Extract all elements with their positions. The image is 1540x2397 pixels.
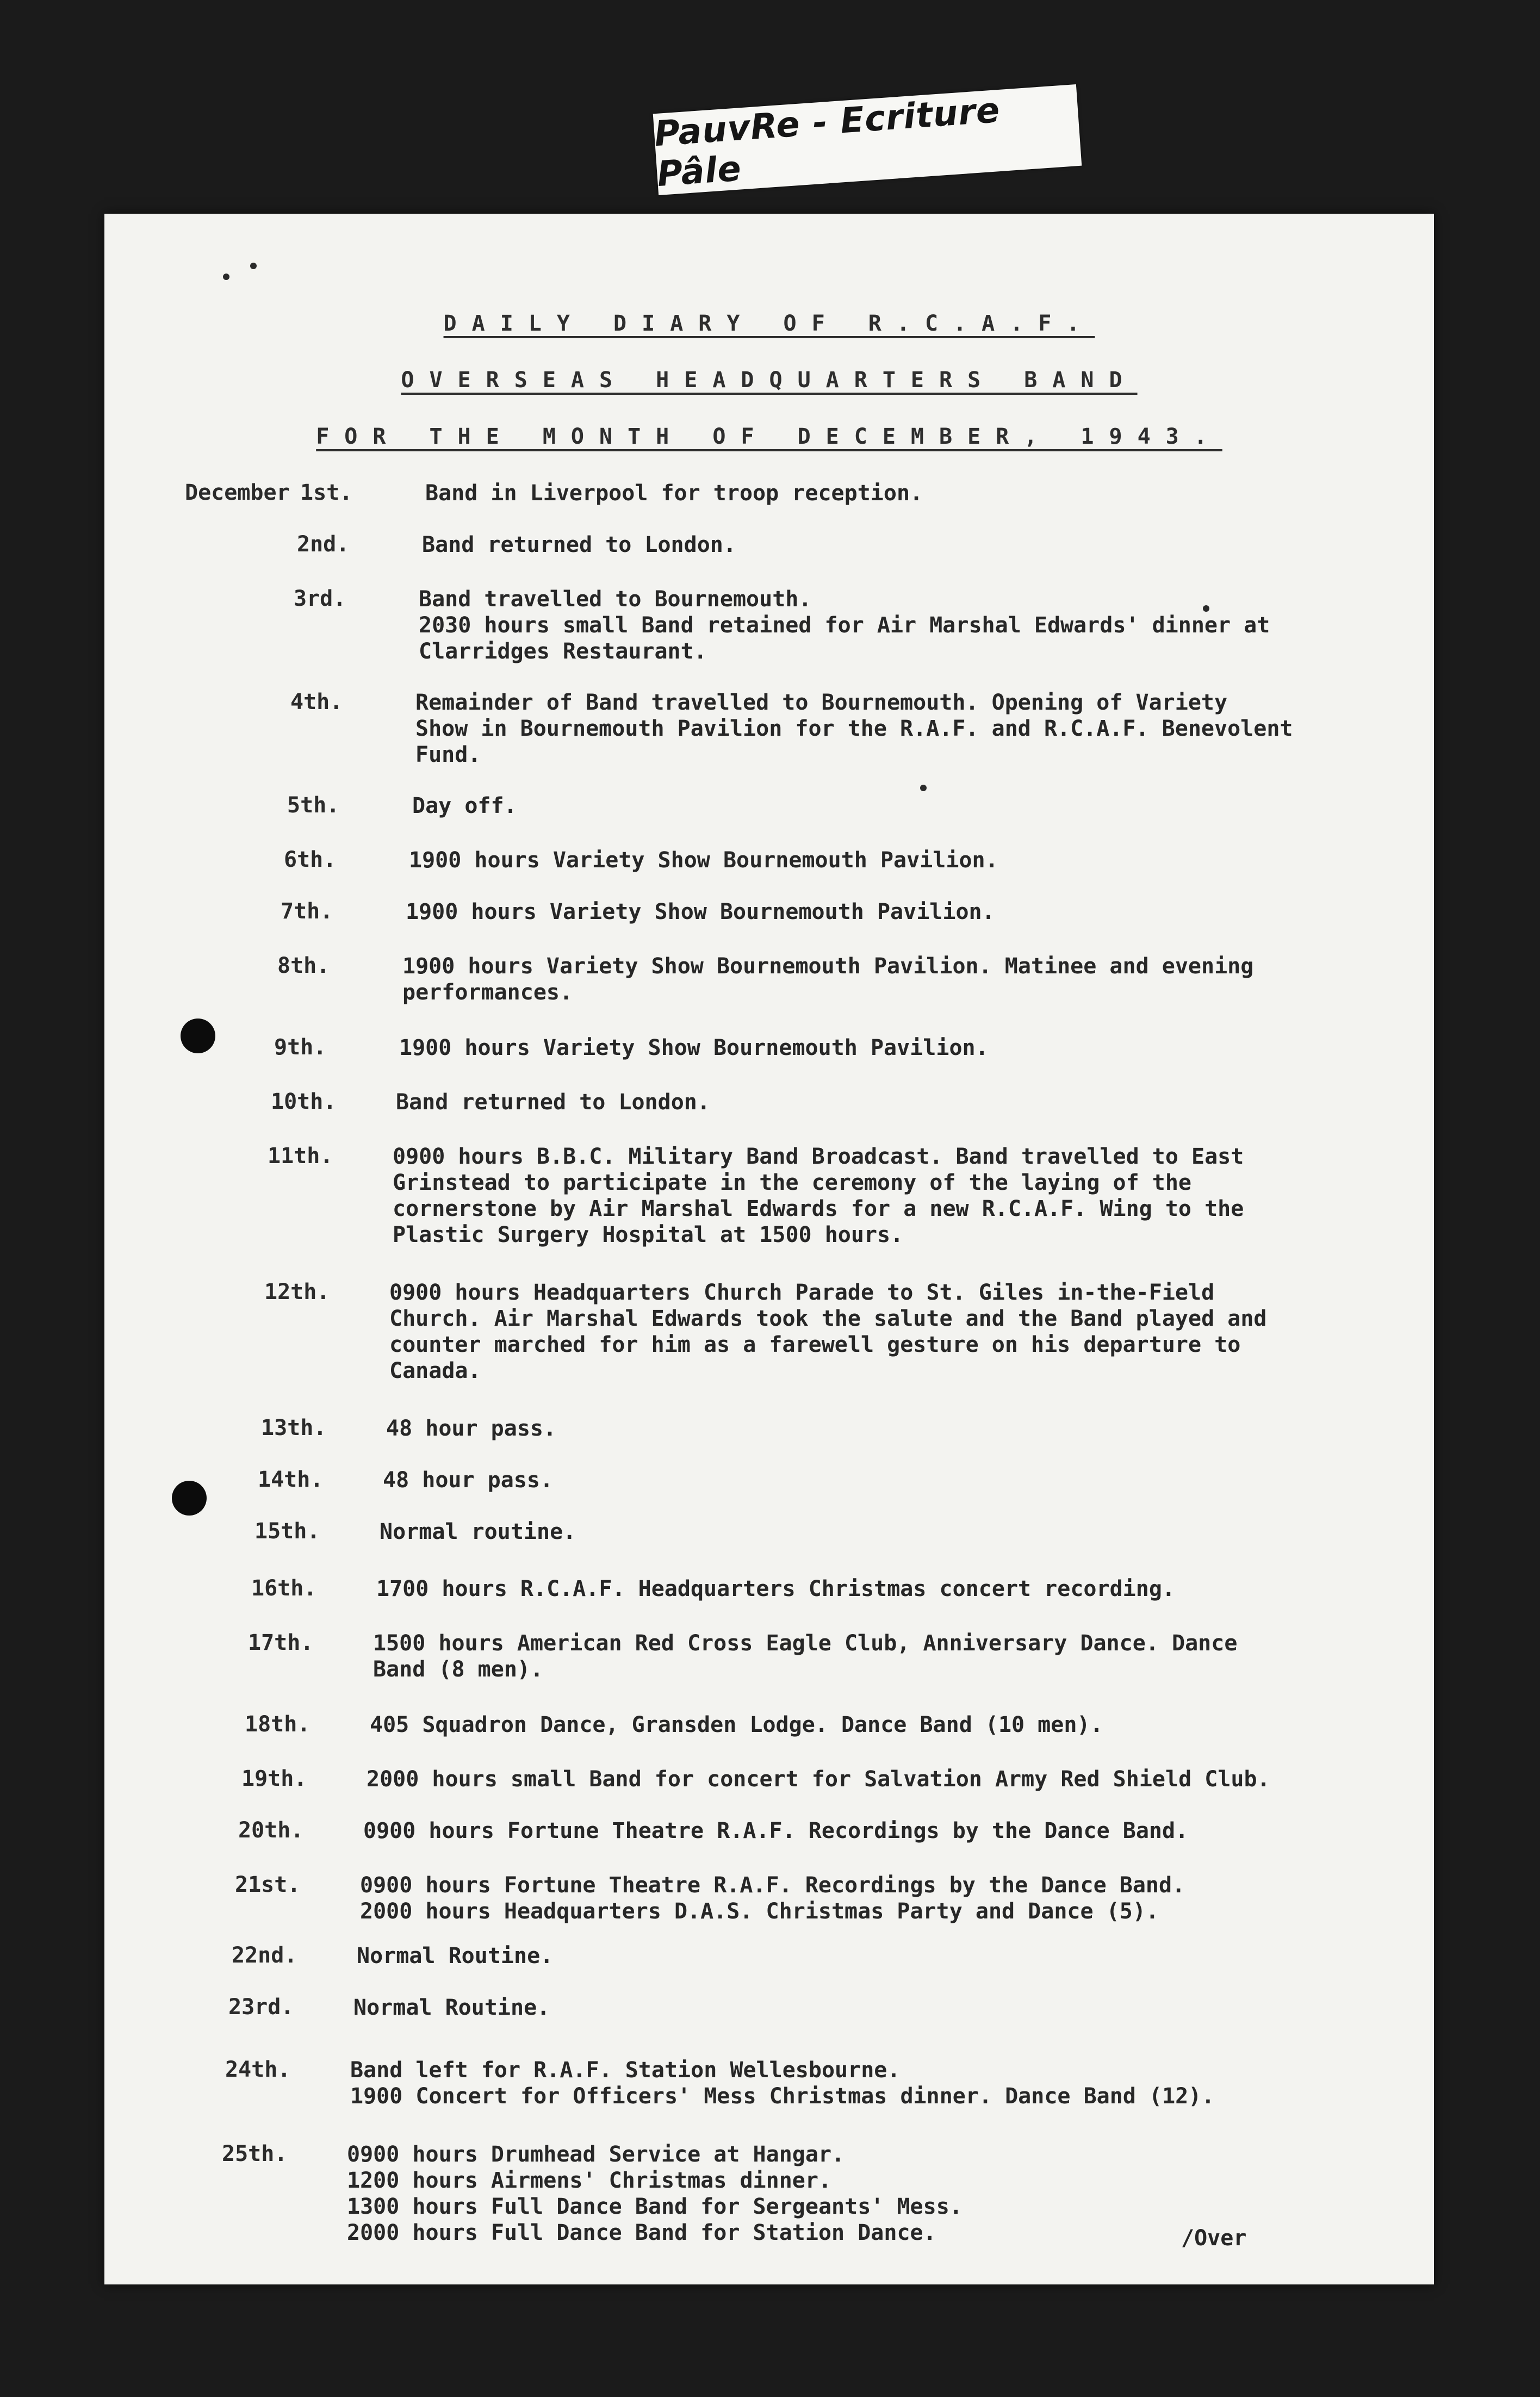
entry-text [412, 793, 1386, 819]
entry-day: 1st. [300, 480, 353, 505]
entry-text-line: Canada. [389, 1358, 481, 1383]
diary-entry [104, 586, 1434, 664]
title-block [104, 295, 1434, 465]
entry-text [425, 480, 1399, 506]
entry-text-line: 2000 hours small Band for concert for Salvation Army Red Shield Club. [367, 1767, 1270, 1792]
entry-text-line: counter marched for him as a farewell gesture on his departure to [389, 1332, 1241, 1357]
entry-day: 12th. [264, 1280, 330, 1305]
entry-text-line: 0900 hours Fortune Theatre R.A.F. Recordings by the Dance Band. [360, 1873, 1185, 1898]
entry-text [363, 1818, 1337, 1844]
entry-text-line: Grinstead to participate in the ceremony of the laying of the [393, 1170, 1192, 1195]
entry-text [406, 899, 1379, 925]
entry-text-line: Church. Air Marshal Edwards took the salute and the Band played and [389, 1306, 1267, 1331]
entry-day: 16th. [251, 1576, 317, 1601]
label-text: PauvRe - Ecriture Pâle [653, 90, 1002, 195]
entry-text-line: 1900 Concert for Officers' Mess Christmas dinner. Dance Band (12). [350, 2084, 1215, 2109]
entry-text-line: 1900 hours Variety Show Bournemouth Pavilion. [399, 1035, 989, 1060]
diary-entry [104, 1712, 1434, 1740]
entry-text-line: Remainder of Band travelled to Bournemouth. Opening of Variety [415, 690, 1228, 715]
diary-entry [104, 899, 1434, 927]
diary-entry [104, 1035, 1434, 1063]
entry-day: 8th. [277, 953, 330, 978]
entry-text [389, 1280, 1363, 1384]
entry-text [367, 1766, 1340, 1792]
diary-entry [104, 1872, 1434, 1924]
entry-text [393, 1144, 1366, 1248]
entry-text [373, 1630, 1346, 1682]
entry-text-line: 0900 hours Headquarters Church Parade to St. Giles in-the-Field [389, 1280, 1215, 1305]
entry-text-line: 2030 hours small Band retained for Air Marshal Edwards' dinner at [419, 613, 1270, 638]
entry-text-line: 48 hour pass. [383, 1468, 554, 1493]
entry-day: 20th. [238, 1818, 304, 1843]
entry-text [357, 1943, 1330, 1969]
diary-entry [104, 1280, 1434, 1383]
entry-text [402, 953, 1376, 1005]
entry-text-line: Normal routine. [380, 1519, 576, 1544]
entry-text-line: Band (8 men). [373, 1657, 544, 1682]
entry-text [396, 1089, 1369, 1115]
entry-text [370, 1712, 1343, 1738]
entry-text [386, 1415, 1359, 1442]
entry-text-line: 1900 hours Variety Show Bournemouth Pavilion. Matinee and evening [402, 954, 1254, 979]
entry-day: 5th. [287, 793, 340, 818]
diary-entry [104, 1943, 1434, 1971]
entry-text-line: 405 Squadron Dance, Gransden Lodge. Dance Band (10 men). [370, 1712, 1103, 1737]
entry-text [409, 847, 1382, 873]
entry-text [399, 1035, 1373, 1061]
punch-hole [172, 1481, 207, 1516]
entry-text-line: 1300 hours Full Dance Band for Sergeants' Mess. [347, 2194, 962, 2219]
month-label: December [185, 480, 290, 505]
entry-day: 17th. [248, 1630, 314, 1655]
entry-day: 3rd. [294, 586, 346, 611]
entry-text-line: Band left for R.A.F. Station Wellesbourne. [350, 2058, 901, 2083]
diary-entry [104, 1519, 1434, 1547]
diary-entry [104, 532, 1434, 560]
entry-text-line: 2000 hours Full Dance Band for Station Dance. [347, 2220, 936, 2245]
entry-text [422, 532, 1395, 558]
entry-text-line: Show in Bournemouth Pavilion for the R.A.F. and R.C.A.F. Benevolent [415, 716, 1293, 741]
entry-text-line: 1900 hours Variety Show Bournemouth Pavilion. [406, 899, 995, 924]
title-line-1: DAILY DIARY OF R.C.A.F. [443, 311, 1095, 336]
diary-page [104, 214, 1434, 2284]
entry-day: 24th. [225, 2057, 291, 2082]
entry-text [419, 586, 1392, 665]
entry-text [380, 1519, 1353, 1545]
entry-text-line: Band returned to London. [422, 532, 736, 557]
entry-text-line: Clarridges Restaurant. [419, 639, 707, 664]
diary-entry [104, 1995, 1434, 2023]
diary-entry [104, 1818, 1434, 1846]
entry-day: 2nd. [297, 532, 350, 557]
diary-entry [104, 2057, 1434, 2109]
entry-text [415, 690, 1389, 768]
entry-day: 15th. [254, 1519, 320, 1544]
entry-day: 9th. [274, 1035, 327, 1060]
entry-day: 14th. [258, 1467, 324, 1492]
over-note: /Over [1181, 2226, 1247, 2251]
diary-entry [104, 953, 1434, 1005]
entry-text-line: Normal Routine. [353, 1995, 550, 2020]
diary-entry [104, 1576, 1434, 1604]
entry-text [376, 1576, 1350, 1602]
entry-day: 10th. [271, 1089, 337, 1114]
entry-text-line: 1500 hours American Red Cross Eagle Club, Anniversary Dance. Dance [373, 1631, 1238, 1656]
diary-entry [104, 690, 1434, 767]
entry-text-line: performances. [402, 980, 573, 1005]
diary-entry [104, 1089, 1434, 1117]
entry-text-line: 1700 hours R.C.A.F. Headquarters Christmas concert recording. [376, 1576, 1176, 1601]
diary-entry [104, 1766, 1434, 1794]
diary-entry [104, 1630, 1434, 1682]
entry-day: 25th. [222, 2141, 288, 2166]
entry-day: 6th. [284, 847, 337, 872]
diary-entry [104, 480, 1434, 508]
entry-text-line: 0900 hours Drumhead Service at Hangar. [347, 2142, 845, 2167]
entry-text [360, 1872, 1333, 1924]
entry-day: 21st. [235, 1872, 301, 1897]
entry-text [383, 1467, 1356, 1493]
entry-text-line: Day off. [412, 793, 517, 818]
diary-entry [104, 1144, 1434, 1247]
entry-day: 7th. [281, 899, 333, 924]
entry-text-line: Normal Routine. [357, 1943, 554, 1968]
speck [1203, 605, 1209, 612]
diary-entry [104, 793, 1434, 821]
diary-entry [104, 1467, 1434, 1495]
entry-text [353, 1995, 1327, 2021]
punch-hole [181, 1019, 215, 1053]
entry-day: 13th. [261, 1415, 327, 1440]
entry-day: 4th. [290, 690, 343, 715]
entry-text-line: 2000 hours Headquarters D.A.S. Christmas Party and Dance (5). [360, 1899, 1159, 1924]
entry-text-line: Band in Liverpool for troop reception. [425, 481, 923, 506]
entry-text-line: Fund. [415, 742, 481, 767]
entry-day: 23rd. [228, 1995, 294, 2020]
entry-text-line: 1900 hours Variety Show Bournemouth Pavilion. [409, 848, 998, 873]
entry-text-line: 48 hour pass. [386, 1416, 557, 1441]
entry-text-line: 0900 hours Fortune Theatre R.A.F. Recordings by the Dance Band. [363, 1818, 1189, 1843]
entry-text-line: Band travelled to Bournemouth. [419, 587, 812, 612]
entry-text [347, 2141, 1320, 2246]
speck [223, 274, 229, 280]
entry-day: 22nd. [232, 1943, 297, 1968]
diary-entry [104, 847, 1434, 875]
handwritten-label [653, 84, 1082, 195]
entry-text-line: cornerstone by Air Marshal Edwards for a new R.C.A.F. Wing to the [393, 1196, 1244, 1221]
entry-text-line: Plastic Surgery Hospital at 1500 hours. [393, 1222, 904, 1247]
entry-day: 18th. [245, 1712, 311, 1737]
title-line-3: FOR THE MONTH OF DECEMBER, 1943. [316, 424, 1222, 449]
entry-text-line: Band returned to London. [396, 1090, 710, 1115]
entry-day: 11th. [268, 1144, 333, 1169]
entry-text [350, 2057, 1324, 2109]
entry-text-line: 0900 hours B.B.C. Military Band Broadcast. Band travelled to East [393, 1144, 1244, 1169]
speck [250, 263, 257, 269]
speck [920, 785, 927, 791]
entry-text-line: 1200 hours Airmens' Christmas dinner. [347, 2168, 832, 2193]
diary-entry [104, 1415, 1434, 1444]
entry-day: 19th. [241, 1766, 307, 1791]
title-line-2: OVERSEAS HEADQUARTERS BAND [401, 368, 1138, 393]
